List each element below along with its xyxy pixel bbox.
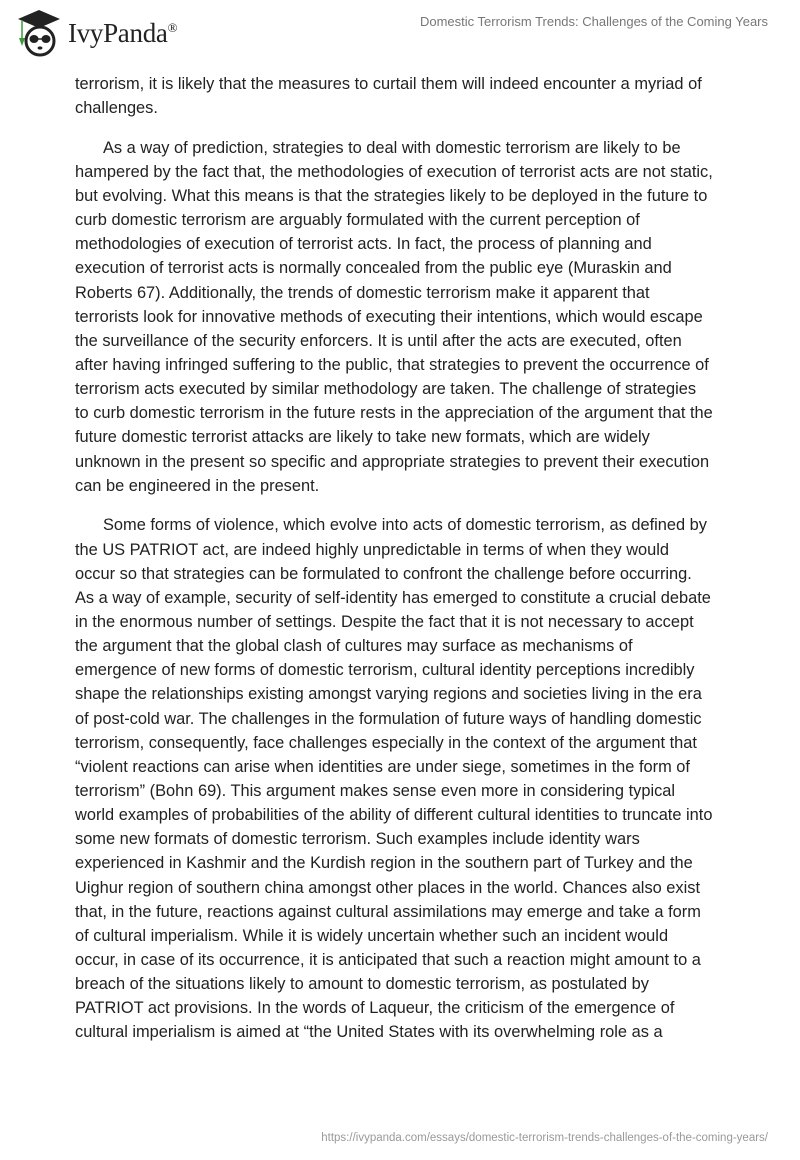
text-line: Some forms of violence, which evolve into acts of domestic terrorism, as defined by: [103, 516, 707, 535]
text-line: “violent reactions can arise when identities are under siege, sometimes in the form of: [75, 757, 690, 776]
text-line: emergence of new forms of domestic terrorism, cultural identity perceptions incredibly: [75, 661, 695, 680]
panda-graduate-icon: [16, 8, 62, 58]
text-line: future domestic terrorist attacks are likely to take new formats, which are widely: [75, 428, 650, 447]
text-line: breach of the situations likely to amount to domestic terrorism, as postulated by: [75, 975, 649, 994]
footer-url[interactable]: https://ivypanda.com/essays/domestic-terrorism-trends-challenges-of-the-coming-years/: [321, 1132, 768, 1144]
text-line: of post-cold war. The challenges in the formulation of future ways of handling domestic: [75, 709, 702, 728]
text-line: of cultural imperialism. While it is widely uncertain whether such an incident would: [75, 926, 669, 945]
text-line: to curb domestic terrorism in the future rests in the appreciation of the argument that the: [75, 404, 713, 423]
text-line: but evolving. What this means is that the strategies likely to be deployed in the future to: [75, 187, 708, 206]
text-line: world examples of probabilities of the ability of different cultural identities to truncate into: [75, 806, 713, 825]
text-line: after having infringed suffering to the public, that strategies to prevent the occurrence of: [75, 356, 709, 375]
text-line: occur so that strategies can be formulated to confront the challenge before occurring.: [75, 564, 692, 583]
text-line: hampered by the fact that, the methodologies of execution of terrorist acts are not static,: [75, 162, 713, 181]
text-line: challenges.: [75, 99, 158, 118]
text-line: shape the relationships existing amongst varying regions and societies living in the era: [75, 685, 702, 704]
text-line: experienced in Kashmir and the Kurdish region in the southern part of Turkey and the: [75, 854, 693, 873]
text-line: cultural imperialism is aimed at “the United States with its overwhelming role as a: [75, 1023, 663, 1042]
text-line: curb domestic terrorism are arguably formulated with the current perception of: [75, 211, 640, 230]
text-line: unknown in the present so specific and appropriate strategies to prevent their execution: [75, 452, 710, 471]
essay-body: [75, 72, 735, 1060]
text-line: can be engineered in the present.: [75, 476, 320, 495]
text-line: Roberts 67). Additionally, the trends of domestic terrorism make it apparent that: [75, 283, 650, 302]
logo-text: IvyPanda®: [68, 17, 178, 48]
document-title: Domestic Terrorism Trends: Challenges of the Coming Years: [419, 14, 768, 29]
text-line: PATRIOT act provisions. In the words of Laqueur, the criticism of the emergence of: [75, 999, 675, 1018]
paragraph: [75, 513, 735, 1044]
text-line: Uighur region of southern china amongst other places in the world. Chances also exist: [75, 878, 701, 897]
text-line: the argument that the global clash of cultures may surface as mechanisms of: [75, 637, 633, 656]
text-line: As a way of example, security of self-identity has emerged to constitute a crucial debate: [75, 588, 711, 607]
text-line: terrorism, consequently, face challenges especially in the context of the argument that: [75, 733, 697, 752]
text-line: terrorism, it is likely that the measures to curtail them will indeed encounter a myriad of: [75, 75, 702, 93]
text-line: As a way of prediction, strategies to deal with domestic terrorism are likely to be: [103, 138, 681, 157]
text-line: the US PATRIOT act, are indeed highly unpredictable in terms of when they would: [75, 540, 670, 559]
text-line: terrorism acts executed by similar methodology are taken. The challenge of strategies: [75, 380, 697, 399]
paragraph: [75, 136, 735, 498]
text-line: that, in the future, reactions against cultural assimilations may emerge and take a form: [75, 902, 701, 921]
text-line: the surveillance of the security enforcers. It is until after the acts are executed, often: [75, 331, 682, 350]
text-line: some new formats of domestic terrorism. Such examples include identity wars: [75, 830, 640, 849]
paragraph: [75, 72, 735, 120]
text-line: terrorism” (Bohn 69). This argument makes sense even more in considering typical: [75, 781, 676, 800]
text-line: in the enormous number of settings. Despite the fact that it is not necessary to accept: [75, 612, 694, 631]
text-line: occur, in case of its occurrence, it is anticipated that such a reaction might amount to a: [75, 950, 701, 969]
text-line: execution of terrorist acts is normally concealed from the public eye (Muraskin and: [75, 259, 672, 278]
ivypanda-logo[interactable]: [16, 8, 177, 58]
text-line: terrorists look for innovative methods of executing their intentions, which would escape: [75, 307, 703, 326]
text-line: methodologies of execution of terrorist acts. In fact, the process of planning and: [75, 235, 652, 254]
